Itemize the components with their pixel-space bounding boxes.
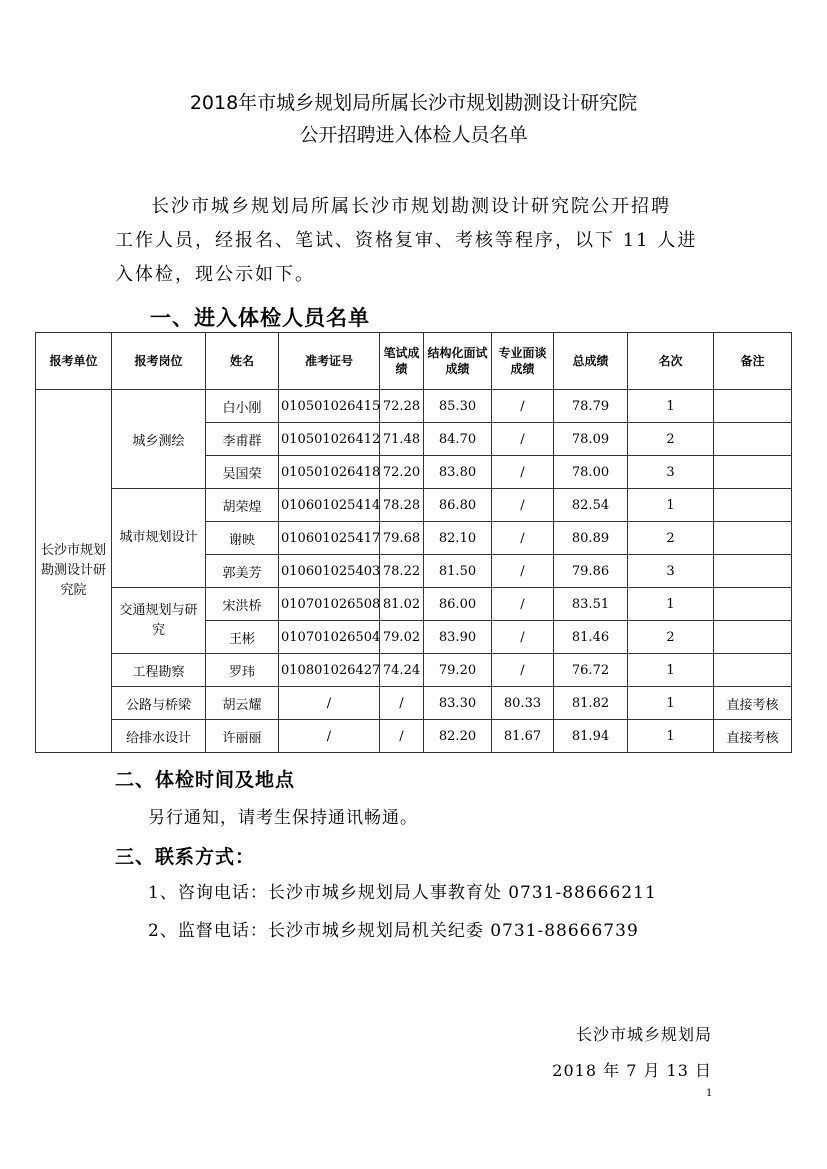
cell-post: 工程勘察	[112, 654, 206, 687]
cell-ticket: 010801026427	[279, 654, 380, 687]
cell-total: 80.89	[554, 522, 628, 555]
cell-professional: /	[492, 555, 554, 588]
cell-name: 白小刚	[206, 390, 279, 423]
cell-note: 直接考核	[714, 687, 792, 720]
cell-total: 81.94	[554, 720, 628, 753]
cell-total: 76.72	[554, 654, 628, 687]
table-header-row	[36, 333, 792, 390]
cell-note	[714, 423, 792, 456]
table-row	[36, 390, 792, 423]
header-note: 备注	[714, 333, 792, 390]
cell-note	[714, 456, 792, 489]
cell-rank: 3	[628, 456, 714, 489]
cell-structured: 81.50	[424, 555, 492, 588]
cell-ticket: 010501026418	[279, 456, 380, 489]
cell-rank: 1	[628, 489, 714, 522]
cell-written: /	[380, 720, 424, 753]
table-row	[36, 687, 792, 720]
cell-rank: 2	[628, 621, 714, 654]
cell-name: 宋洪桥	[206, 588, 279, 621]
section2-heading: 二、体检时间及地点	[115, 769, 296, 791]
cell-written: 74.24	[380, 654, 424, 687]
cell-name: 许丽丽	[206, 720, 279, 753]
cell-professional: 80.33	[492, 687, 554, 720]
cell-professional: /	[492, 621, 554, 654]
candidates-table	[35, 332, 792, 753]
cell-structured: 83.90	[424, 621, 492, 654]
cell-note: 直接考核	[714, 720, 792, 753]
cell-note	[714, 588, 792, 621]
cell-professional: /	[492, 456, 554, 489]
cell-rank: 1	[628, 588, 714, 621]
intro-line1: 长沙市城乡规划局所属长沙市规划勘测设计研究院公开招聘	[151, 196, 671, 217]
cell-note	[714, 489, 792, 522]
cell-written: 72.20	[380, 456, 424, 489]
cell-name: 李甫群	[206, 423, 279, 456]
header-unit: 报考单位	[36, 333, 112, 390]
cell-rank: 2	[628, 423, 714, 456]
cell-rank: 1	[628, 390, 714, 423]
signature-date: 2018 年 7 月 13 日	[552, 1061, 712, 1080]
contact-line2: 2、监督电话：长沙市城乡规划局机关纪委 0731-88666739	[148, 921, 639, 941]
section1-heading: 一、进入体检人员名单	[150, 306, 370, 330]
cell-written: 78.22	[380, 555, 424, 588]
table-row	[36, 720, 792, 753]
cell-structured: 83.30	[424, 687, 492, 720]
cell-professional: /	[492, 588, 554, 621]
cell-professional: 81.67	[492, 720, 554, 753]
cell-name: 王彬	[206, 621, 279, 654]
table-row	[36, 654, 792, 687]
cell-structured: 82.20	[424, 720, 492, 753]
cell-professional: /	[492, 522, 554, 555]
signature-org: 长沙市城乡规划局	[575, 1025, 712, 1044]
cell-note	[714, 621, 792, 654]
cell-written: 79.02	[380, 621, 424, 654]
cell-rank: 3	[628, 555, 714, 588]
cell-total: 82.54	[554, 489, 628, 522]
cell-unit: 长沙市规划勘测设计研究院	[36, 390, 112, 753]
cell-ticket: 010701026504	[279, 621, 380, 654]
cell-rank: 2	[628, 522, 714, 555]
table-row	[36, 489, 792, 522]
cell-ticket: 010601025417	[279, 522, 380, 555]
cell-professional: /	[492, 423, 554, 456]
cell-total: 78.09	[554, 423, 628, 456]
cell-written: 78.28	[380, 489, 424, 522]
cell-note	[714, 390, 792, 423]
cell-professional: /	[492, 489, 554, 522]
cell-total: 78.79	[554, 390, 628, 423]
cell-ticket: 010501026415	[279, 390, 380, 423]
table-row	[36, 588, 792, 621]
cell-name: 胡云耀	[206, 687, 279, 720]
header-written: 笔试成绩	[380, 333, 424, 390]
cell-ticket: /	[279, 720, 380, 753]
section2-text: 另行通知，请考生保持通讯畅通。	[148, 808, 418, 828]
cell-structured: 86.80	[424, 489, 492, 522]
cell-name: 罗玮	[206, 654, 279, 687]
cell-ticket: 010601025414	[279, 489, 380, 522]
cell-post: 城乡测绘	[112, 390, 206, 489]
cell-note	[714, 654, 792, 687]
header-name: 姓名	[206, 333, 279, 390]
page-number: 1	[706, 1088, 713, 1099]
cell-name: 郭美芳	[206, 555, 279, 588]
cell-written: 79.68	[380, 522, 424, 555]
cell-post: 公路与桥梁	[112, 687, 206, 720]
cell-total: 81.46	[554, 621, 628, 654]
cell-rank: 1	[628, 687, 714, 720]
header-rank: 名次	[628, 333, 714, 390]
cell-total: 79.86	[554, 555, 628, 588]
cell-written: /	[380, 687, 424, 720]
cell-written: 81.02	[380, 588, 424, 621]
cell-ticket: 010501026412	[279, 423, 380, 456]
cell-ticket: 010701026508	[279, 588, 380, 621]
cell-written: 71.48	[380, 423, 424, 456]
cell-post: 城市规划设计	[112, 489, 206, 588]
cell-name: 胡荣煌	[206, 489, 279, 522]
cell-structured: 84.70	[424, 423, 492, 456]
intro-line3: 入体检，现公示如下。	[115, 264, 315, 285]
cell-name: 谢映	[206, 522, 279, 555]
cell-ticket: 010601025403	[279, 555, 380, 588]
header-post: 报考岗位	[112, 333, 206, 390]
header-ticket: 准考证号	[279, 333, 380, 390]
cell-written: 72.28	[380, 390, 424, 423]
cell-total: 83.51	[554, 588, 628, 621]
cell-total: 81.82	[554, 687, 628, 720]
cell-structured: 86.00	[424, 588, 492, 621]
cell-structured: 85.30	[424, 390, 492, 423]
header-professional: 专业面谈成绩	[492, 333, 554, 390]
header-structured: 结构化面试成绩	[424, 333, 492, 390]
cell-post: 给排水设计	[112, 720, 206, 753]
cell-structured: 79.20	[424, 654, 492, 687]
contact-line1: 1、咨询电话：长沙市城乡规划局人事教育处 0731-88666211	[148, 883, 657, 903]
cell-post: 交通规划与研究	[112, 588, 206, 654]
doc-title-line2: 公开招聘进入体检人员名单	[299, 124, 528, 146]
cell-professional: /	[492, 390, 554, 423]
cell-professional: /	[492, 654, 554, 687]
cell-name: 吴国荣	[206, 456, 279, 489]
cell-note	[714, 555, 792, 588]
header-total: 总成绩	[554, 333, 628, 390]
cell-rank: 1	[628, 720, 714, 753]
intro-line2: 工作人员，经报名、笔试、资格复审、考核等程序，以下 11 人进	[115, 230, 698, 251]
cell-note	[714, 522, 792, 555]
cell-rank: 1	[628, 654, 714, 687]
doc-title-line1: 2018年市城乡规划局所属长沙市规划勘测设计研究院	[189, 92, 638, 114]
cell-total: 78.00	[554, 456, 628, 489]
cell-ticket: /	[279, 687, 380, 720]
cell-structured: 83.80	[424, 456, 492, 489]
cell-structured: 82.10	[424, 522, 492, 555]
section3-heading: 三、联系方式：	[115, 846, 256, 868]
